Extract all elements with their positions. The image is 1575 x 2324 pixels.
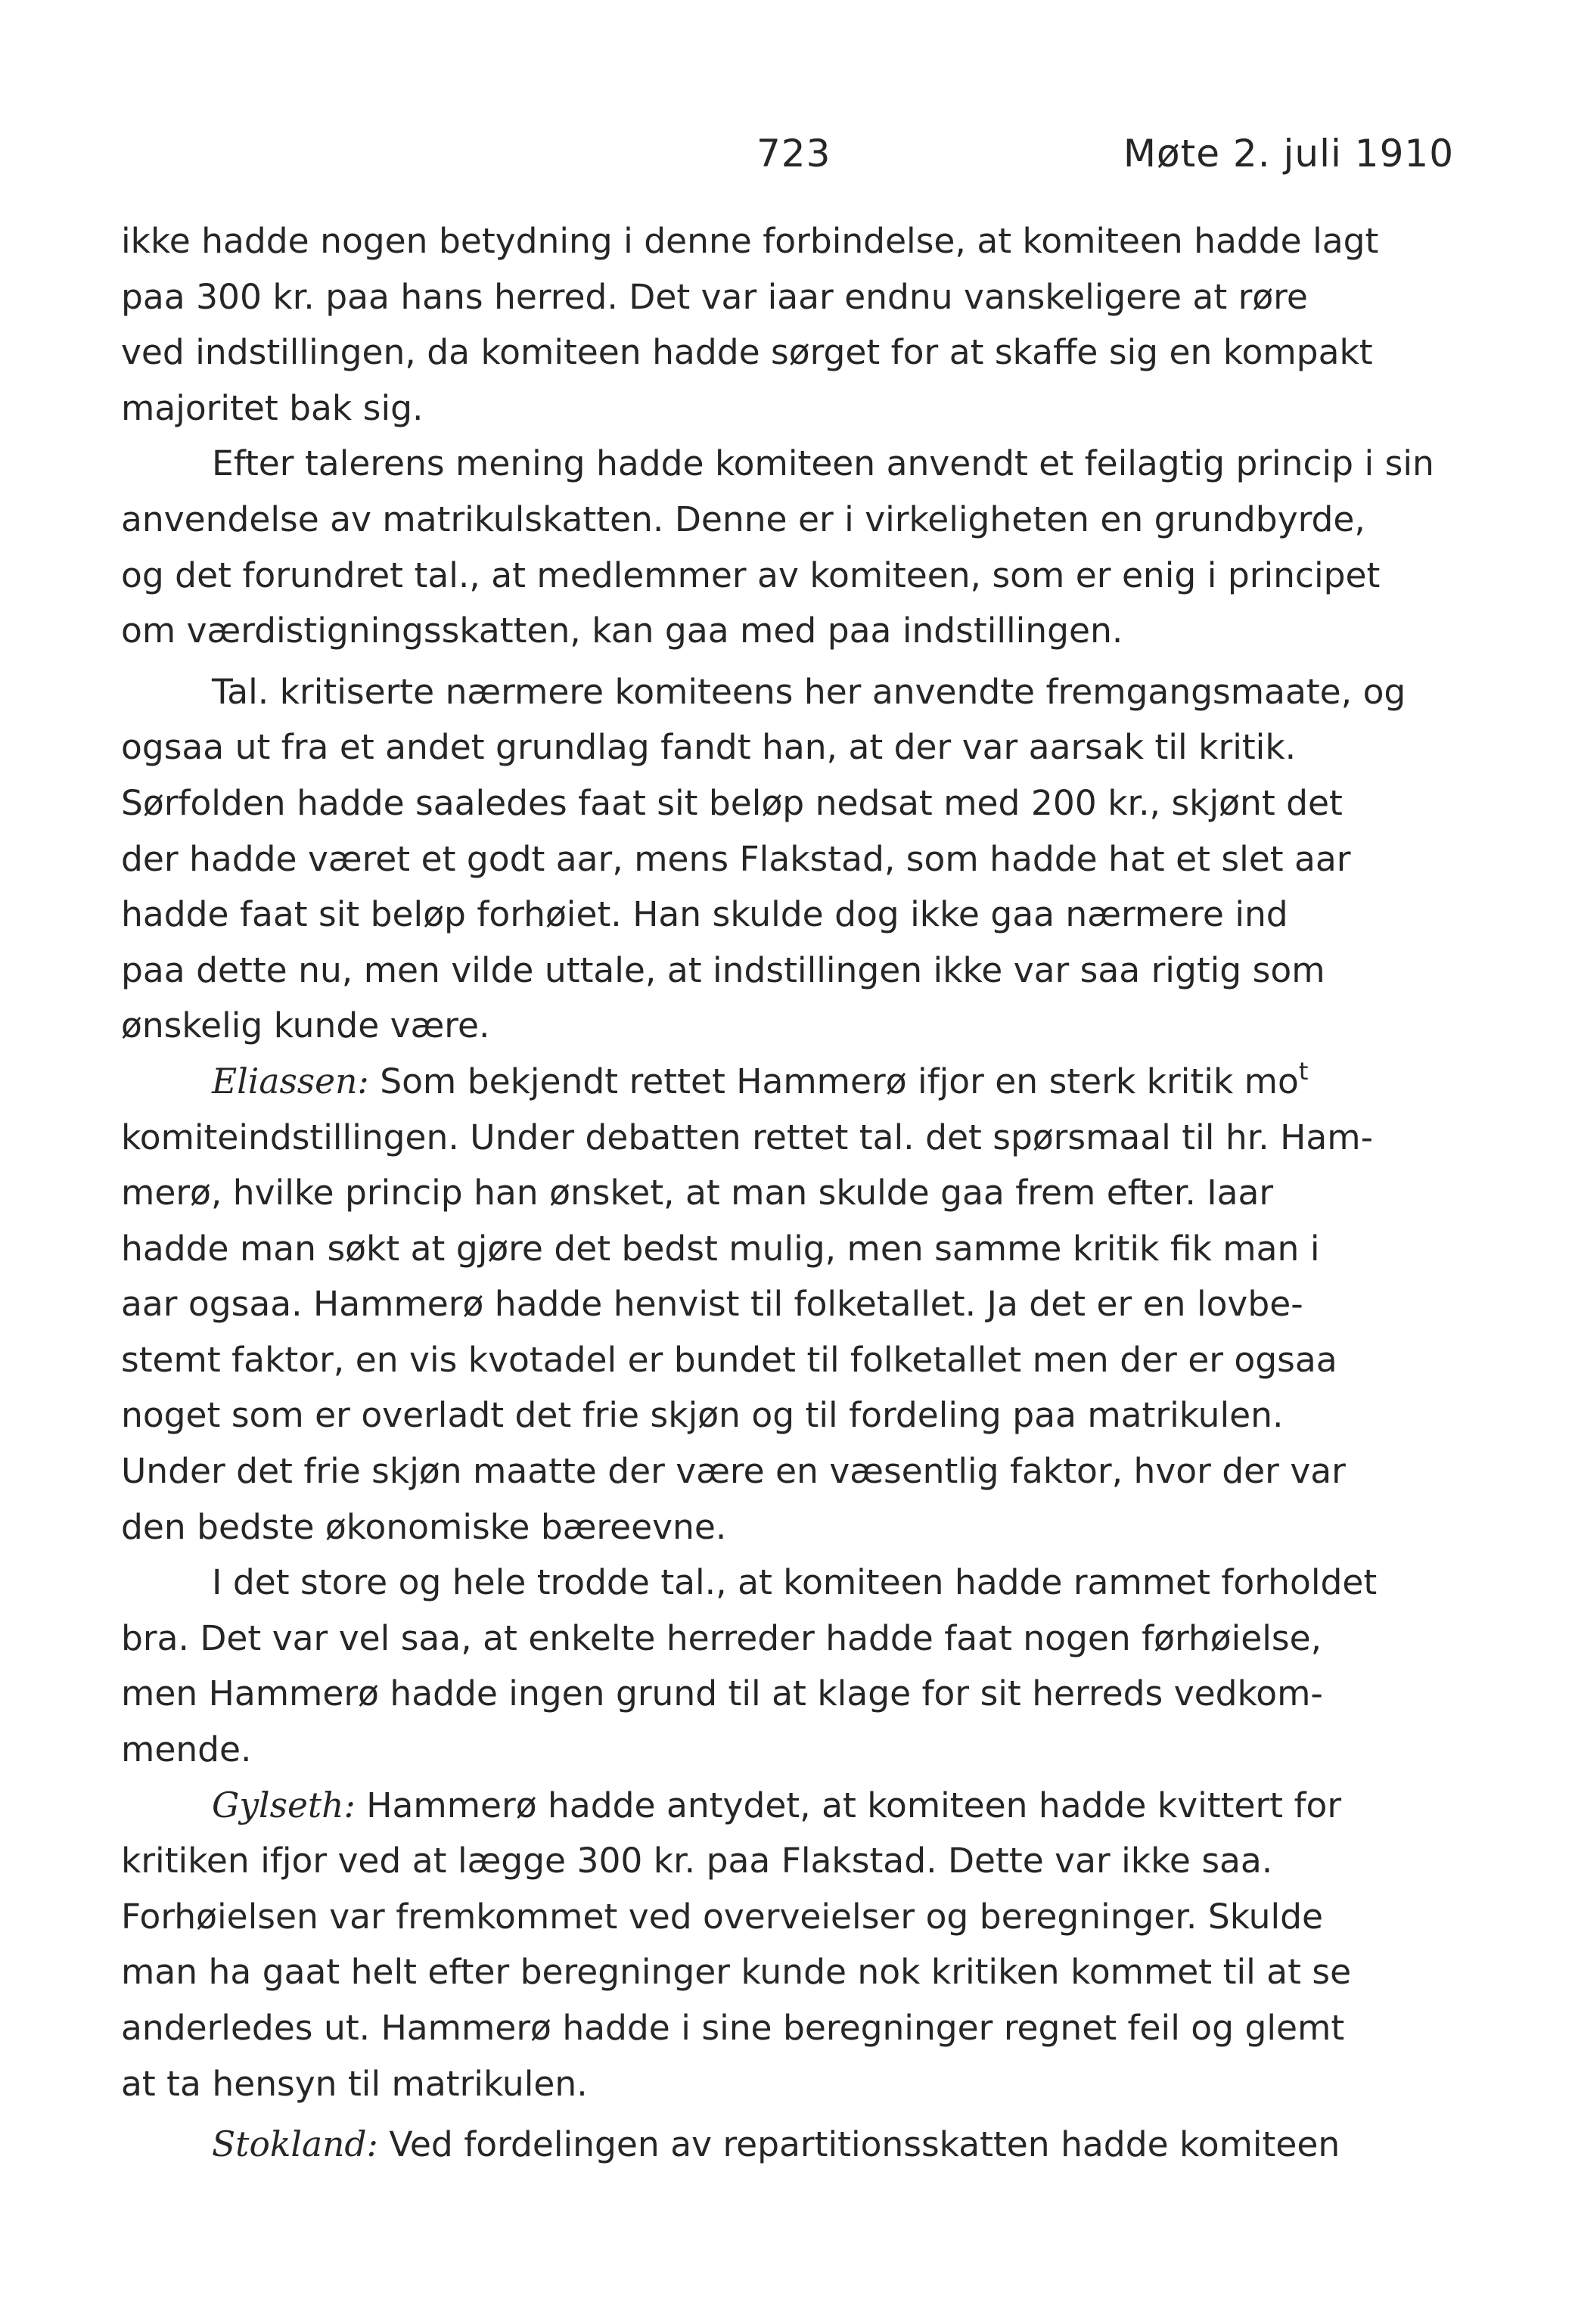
text-line: og det forundret tal., at medlemmer av komiteen, som er enig i principet xyxy=(121,555,1381,595)
running-head: Møte 2. juli 1910 xyxy=(1123,132,1454,176)
text-line: majoritet bak sig. xyxy=(121,387,424,428)
text-line: der hadde været et godt aar, mens Flakstad, som hadde hat et slet aar xyxy=(121,838,1351,879)
text-line: man ha gaat helt efter beregninger kunde nok kritiken kommet til at se xyxy=(121,1952,1352,1993)
speaker-name: Eliassen: xyxy=(212,1061,369,1101)
superscript-text: t xyxy=(1298,1056,1309,1086)
text-line: den bedste økonomiske bæreevne. xyxy=(121,1506,727,1547)
speech-text: Hammerø hadde antydet, at komiteen hadde kvittert for xyxy=(366,1785,1342,1825)
speech-text: Som bekjendt rettet Hammerø ifjor en sterk kritik mo xyxy=(380,1061,1299,1101)
text-line: komiteindstillingen. Under debatten rettet tal. det spørsmaal til hr. Ham- xyxy=(121,1117,1373,1157)
text-line: anderledes ut. Hammerø hadde i sine beregninger regnet feil og glemt xyxy=(121,2008,1345,2048)
page-header xyxy=(0,127,1575,180)
paragraph xyxy=(121,1054,1454,1555)
text-line: Efter talerens mening hadde komiteen anvendt et feilagtig princip i sin xyxy=(212,443,1434,484)
text-line: kritiken ifjor ved at lægge 300 kr. paa Flakstad. Dette var ikke saa. xyxy=(121,1841,1273,1881)
text-line: ved indstillingen, da komiteen hadde sørget for at skaffe sig en kompakt xyxy=(121,332,1373,373)
text-line: merø, hvilke princip han ønsket, at man skulde gaa frem efter. Iaar xyxy=(121,1173,1274,1213)
text-line: ønskelig kunde være. xyxy=(121,1005,490,1046)
text-line: mende. xyxy=(121,1729,252,1770)
paragraph xyxy=(121,2117,1454,2173)
text-line: at ta hensyn til matrikulen. xyxy=(121,2063,588,2104)
paragraph xyxy=(121,213,1454,436)
text-line: men Hammerø hadde ingen grund til at klage for sit herreds vedkom- xyxy=(121,1673,1323,1714)
speaker-name: Stokland: xyxy=(212,2124,378,2165)
text-line: Forhøielsen var fremkommet ved overveielser og beregninger. Skulde xyxy=(121,1896,1324,1937)
text-line: hadde man søkt at gjøre det bedst mulig, men samme kritik fik man i xyxy=(121,1228,1320,1269)
text-line: I det store og hele trodde tal., at komiteen hadde rammet forholdet xyxy=(212,1562,1378,1603)
text-line: Tal. kritiserte nærmere komiteens her anvendte fremgangsmaate, og xyxy=(212,671,1406,712)
paragraph xyxy=(121,436,1454,658)
text-line: paa dette nu, men vilde uttale, at indstillingen ikke var saa rigtig som xyxy=(121,949,1325,990)
paragraph xyxy=(121,1555,1454,1777)
text-line xyxy=(121,2117,1454,2173)
text-line: bra. Det var vel saa, at enkelte herreder hadde faat nogen førhøielse, xyxy=(121,1617,1322,1658)
text-line: noget som er overladt det frie skjøn og til fordeling paa matrikulen. xyxy=(121,1395,1284,1436)
paragraph xyxy=(121,1778,1454,2112)
text-line: aar ogsaa. Hammerø hadde henvist til folketallet. Ja det er en lovbe- xyxy=(121,1284,1303,1325)
text-line: paa 300 kr. paa hans herred. Det var iaar endnu vanskeligere at røre xyxy=(121,276,1308,317)
text-line: ikke hadde nogen betydning i denne forbindelse, at komiteen hadde lagt xyxy=(121,221,1379,261)
text-line: stemt faktor, en vis kvotadel er bundet til folketallet men der er ogsaa xyxy=(121,1339,1337,1380)
page-number: 723 xyxy=(756,132,831,176)
paragraph xyxy=(121,664,1454,1054)
text-line: Sørfolden hadde saaledes faat sit beløp nedsat med 200 kr., skjønt det xyxy=(121,782,1343,823)
text-line: Under det frie skjøn maatte der være en væsentlig faktor, hvor der var xyxy=(121,1451,1346,1492)
text-line: anvendelse av matrikulskatten. Denne er i virkeligheten en grundbyrde, xyxy=(121,499,1365,539)
speech-text: Ved fordelingen av repartitionsskatten hadde komiteen xyxy=(389,2124,1340,2165)
text-line: ogsaa ut fra et andet grundlag fandt han, at der var aarsak til kritik. xyxy=(121,727,1297,768)
body-text xyxy=(121,213,1454,2173)
speaker-name: Gylseth: xyxy=(212,1785,356,1825)
text-line: hadde faat sit beløp forhøiet. Han skulde dog ikke gaa nærmere ind xyxy=(121,894,1288,935)
text-line: om værdistigningsskatten, kan gaa med paa indstillingen. xyxy=(121,611,1123,651)
text-line xyxy=(121,1054,1454,1110)
text-line xyxy=(121,1778,1454,1834)
